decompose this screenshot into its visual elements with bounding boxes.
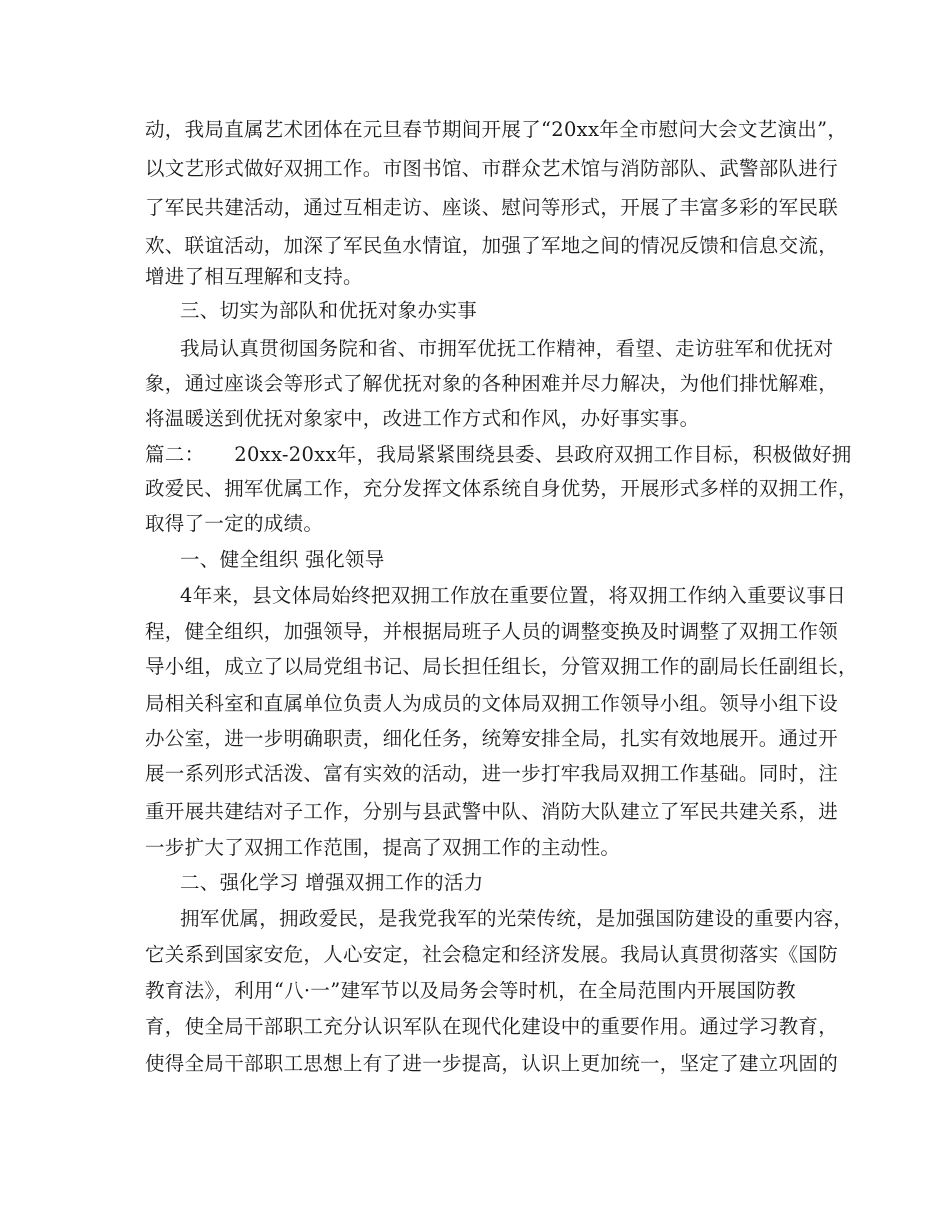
text-line: 我局认真贯彻国务院和省、市拥军优抚工作精神，看望、走访驻军和优抚对: [180, 337, 834, 360]
text-line: 局相关科室和直属单位负责人为成员的文体局双拥工作领导小组。领导小组下设: [145, 692, 839, 715]
text-line: 增进了相互理解和支持。: [145, 265, 363, 288]
text-line: 它关系到国家安危，人心安定，社会稳定和经济发展。我局认真贯彻落实《国防: [145, 943, 839, 966]
text-line: 展一系列形式活泼、富有实效的活动，进一步打牢我局双拥工作基础。同时，注: [145, 762, 839, 785]
text-line: 教育法》，利用“八·一”建军节以及局务会等时机，在全局范围内开展国防教: [145, 979, 796, 1002]
text-line: 程，健全组织，加强领导，并根据局班子人员的调整变换及时调整了双拥工作领: [145, 620, 839, 643]
text-line: 拥军优属，拥政爱民，是我党我军的光荣传统，是加强国防建设的重要内容，: [180, 907, 854, 930]
text-line: 育，使全局干部职工充分认识军队在现代化建设中的重要作用。通过学习教育，: [145, 1015, 839, 1038]
text-line: 导小组，成立了以局党组书记、局长担任组长，分管双拥工作的副局长任副组长，: [145, 655, 858, 678]
text-line: 一步扩大了双拥工作范围，提高了双拥工作的主动性。: [145, 836, 621, 859]
text-line: 欢、联谊活动，加深了军民鱼水情谊，加强了军地之间的情况反馈和信息交流，: [145, 234, 839, 257]
text-line: 动，我局直属艺术团体在元旦春节期间开展了“20xx年全市慰问大会文艺演出”，: [145, 118, 848, 141]
text-line: 政爱民、拥军优属工作，充分发挥文体系统自身优势，开展形式多样的双拥工作，: [145, 477, 858, 500]
article-heading-line: 篇二： 20xx-20xx年，我局紧紧围绕县委、县政府双拥工作目标，积极做好拥: [145, 443, 852, 466]
section-heading: 一、健全组织 强化领导: [180, 548, 385, 571]
text-line: 重开展共建结对子工作，分别与县武警中队、消防大队建立了军民共建关系，进: [145, 800, 839, 823]
text-line: 以文艺形式做好双拥工作。市图书馆、市群众艺术馆与消防部队、武警部队进行: [145, 157, 839, 180]
section-heading: 二、强化学习 增强双拥工作的活力: [180, 871, 484, 894]
section-heading: 三、切实为部队和优抚对象办实事: [180, 299, 478, 322]
text-line: 4年来，县文体局始终把双拥工作放在重要位置，将双拥工作纳入重要议事日: [180, 584, 847, 607]
text-line: 象，通过座谈会等形式了解优抚对象的各种困难并尽力解决，为他们排忧解难，: [145, 372, 839, 395]
text-line: 将温暖送到优抚对象家中，改进工作方式和作风，办好事实事。: [145, 407, 700, 430]
text-line: 使得全局干部职工思想上有了进一步提高，认识上更加统一，坚定了建立巩固的: [145, 1052, 839, 1075]
text-line: 办公室，进一步明确职责，细化任务，统筹安排全局，扎实有效地展开。通过开: [145, 727, 839, 750]
text-line: 取得了一定的成绩。: [145, 512, 324, 535]
text-line: 了军民共建活动，通过互相走访、座谈、慰问等形式，开展了丰富多彩的军民联: [145, 196, 839, 219]
